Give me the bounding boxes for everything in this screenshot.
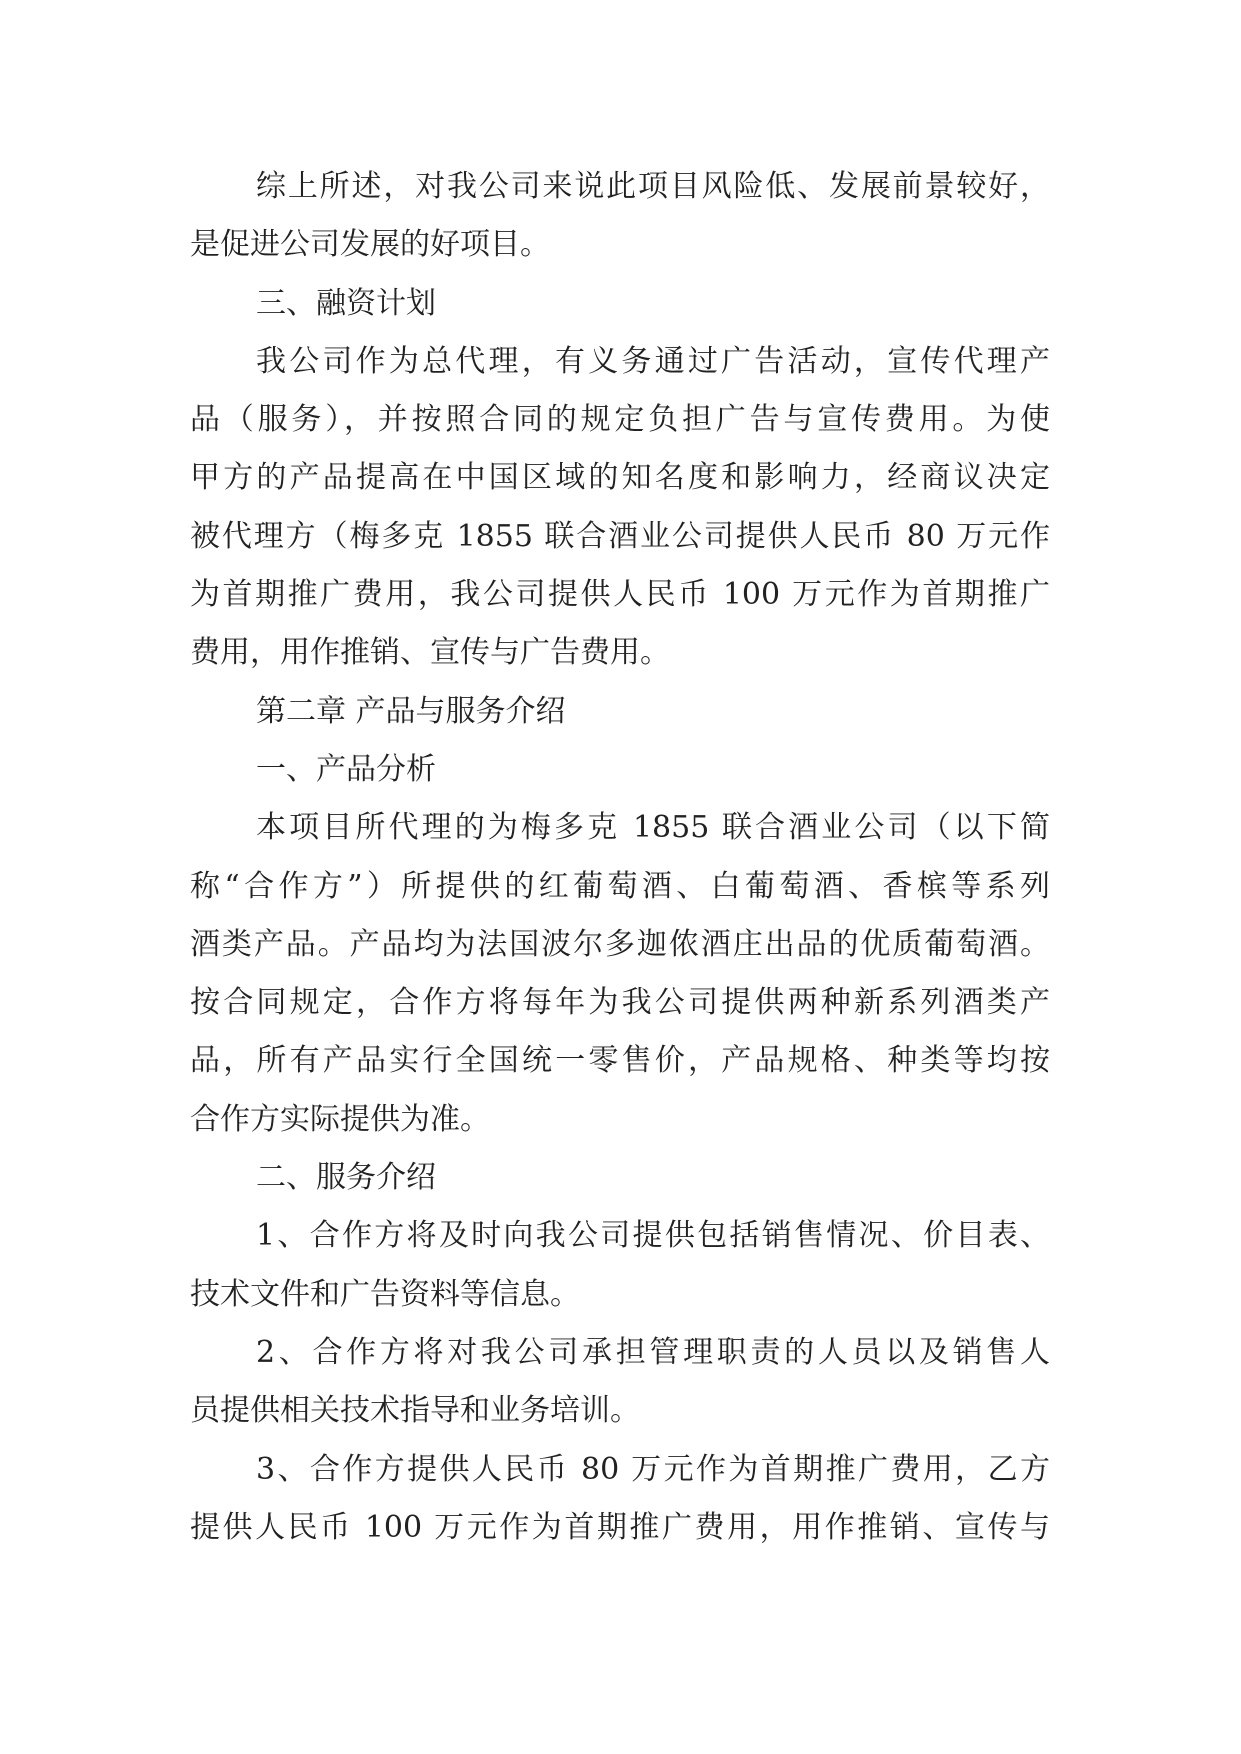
text-line: 二、服务介绍: [256, 1160, 436, 1196]
text-line: 甲方的产品提高在中国区域的知名度和影响力，经商议决定: [190, 460, 1050, 496]
text-line: 是促进公司发展的好项目。: [190, 227, 550, 263]
text-line: 我公司作为总代理，有义务通过广告活动，宣传代理产: [256, 343, 1050, 379]
text-line: 为首期推广费用，我公司提供人民币 100 万元作为首期推广: [190, 577, 1050, 613]
text-line: 一、产品分析: [256, 751, 436, 787]
text-line: 提供人民币 100 万元作为首期推广费用，用作推销、宣传与: [190, 1509, 1050, 1545]
text-line: 三、融资计划: [256, 285, 436, 321]
text-line: 被代理方（梅多克 1855 联合酒业公司提供人民币 80 万元作: [190, 518, 1050, 554]
text-line: 品，所有产品实行全国统一零售价，产品规格、种类等均按: [190, 1043, 1050, 1079]
text-line: 合作方实际提供为准。: [190, 1101, 490, 1137]
text-line: 3、合作方提供人民币 80 万元作为首期推广费用，乙方: [256, 1451, 1050, 1487]
text-line: 技术文件和广告资料等信息。: [190, 1276, 580, 1312]
text-line: 2、合作方将对我公司承担管理职责的人员以及销售人: [256, 1334, 1050, 1370]
text-line: 本项目所代理的为梅多克 1855 联合酒业公司（以下简: [256, 810, 1050, 846]
text-line: 第二章 产品与服务介绍: [256, 693, 566, 729]
text-line: 酒类产品。产品均为法国波尔多迦侬酒庄出品的优质葡萄酒。: [190, 926, 1050, 962]
document-body: [190, 158, 1050, 1557]
text-line: 按合同规定，合作方将每年为我公司提供两种新系列酒类产: [190, 985, 1050, 1021]
text-line: 员提供相关技术指导和业务培训。: [190, 1393, 640, 1429]
text-line: 费用，用作推销、宣传与广告费用。: [190, 635, 670, 671]
text-line: 1、合作方将及时向我公司提供包括销售情况、价目表、: [256, 1218, 1050, 1254]
text-line: 综上所述，对我公司来说此项目风险低、发展前景较好，: [256, 169, 1050, 204]
text-line: 称“合作方”）所提供的红葡萄酒、白葡萄酒、香槟等系列: [190, 868, 1050, 904]
text-line: 品（服务），并按照合同的规定负担广告与宣传费用。为使: [190, 402, 1050, 438]
